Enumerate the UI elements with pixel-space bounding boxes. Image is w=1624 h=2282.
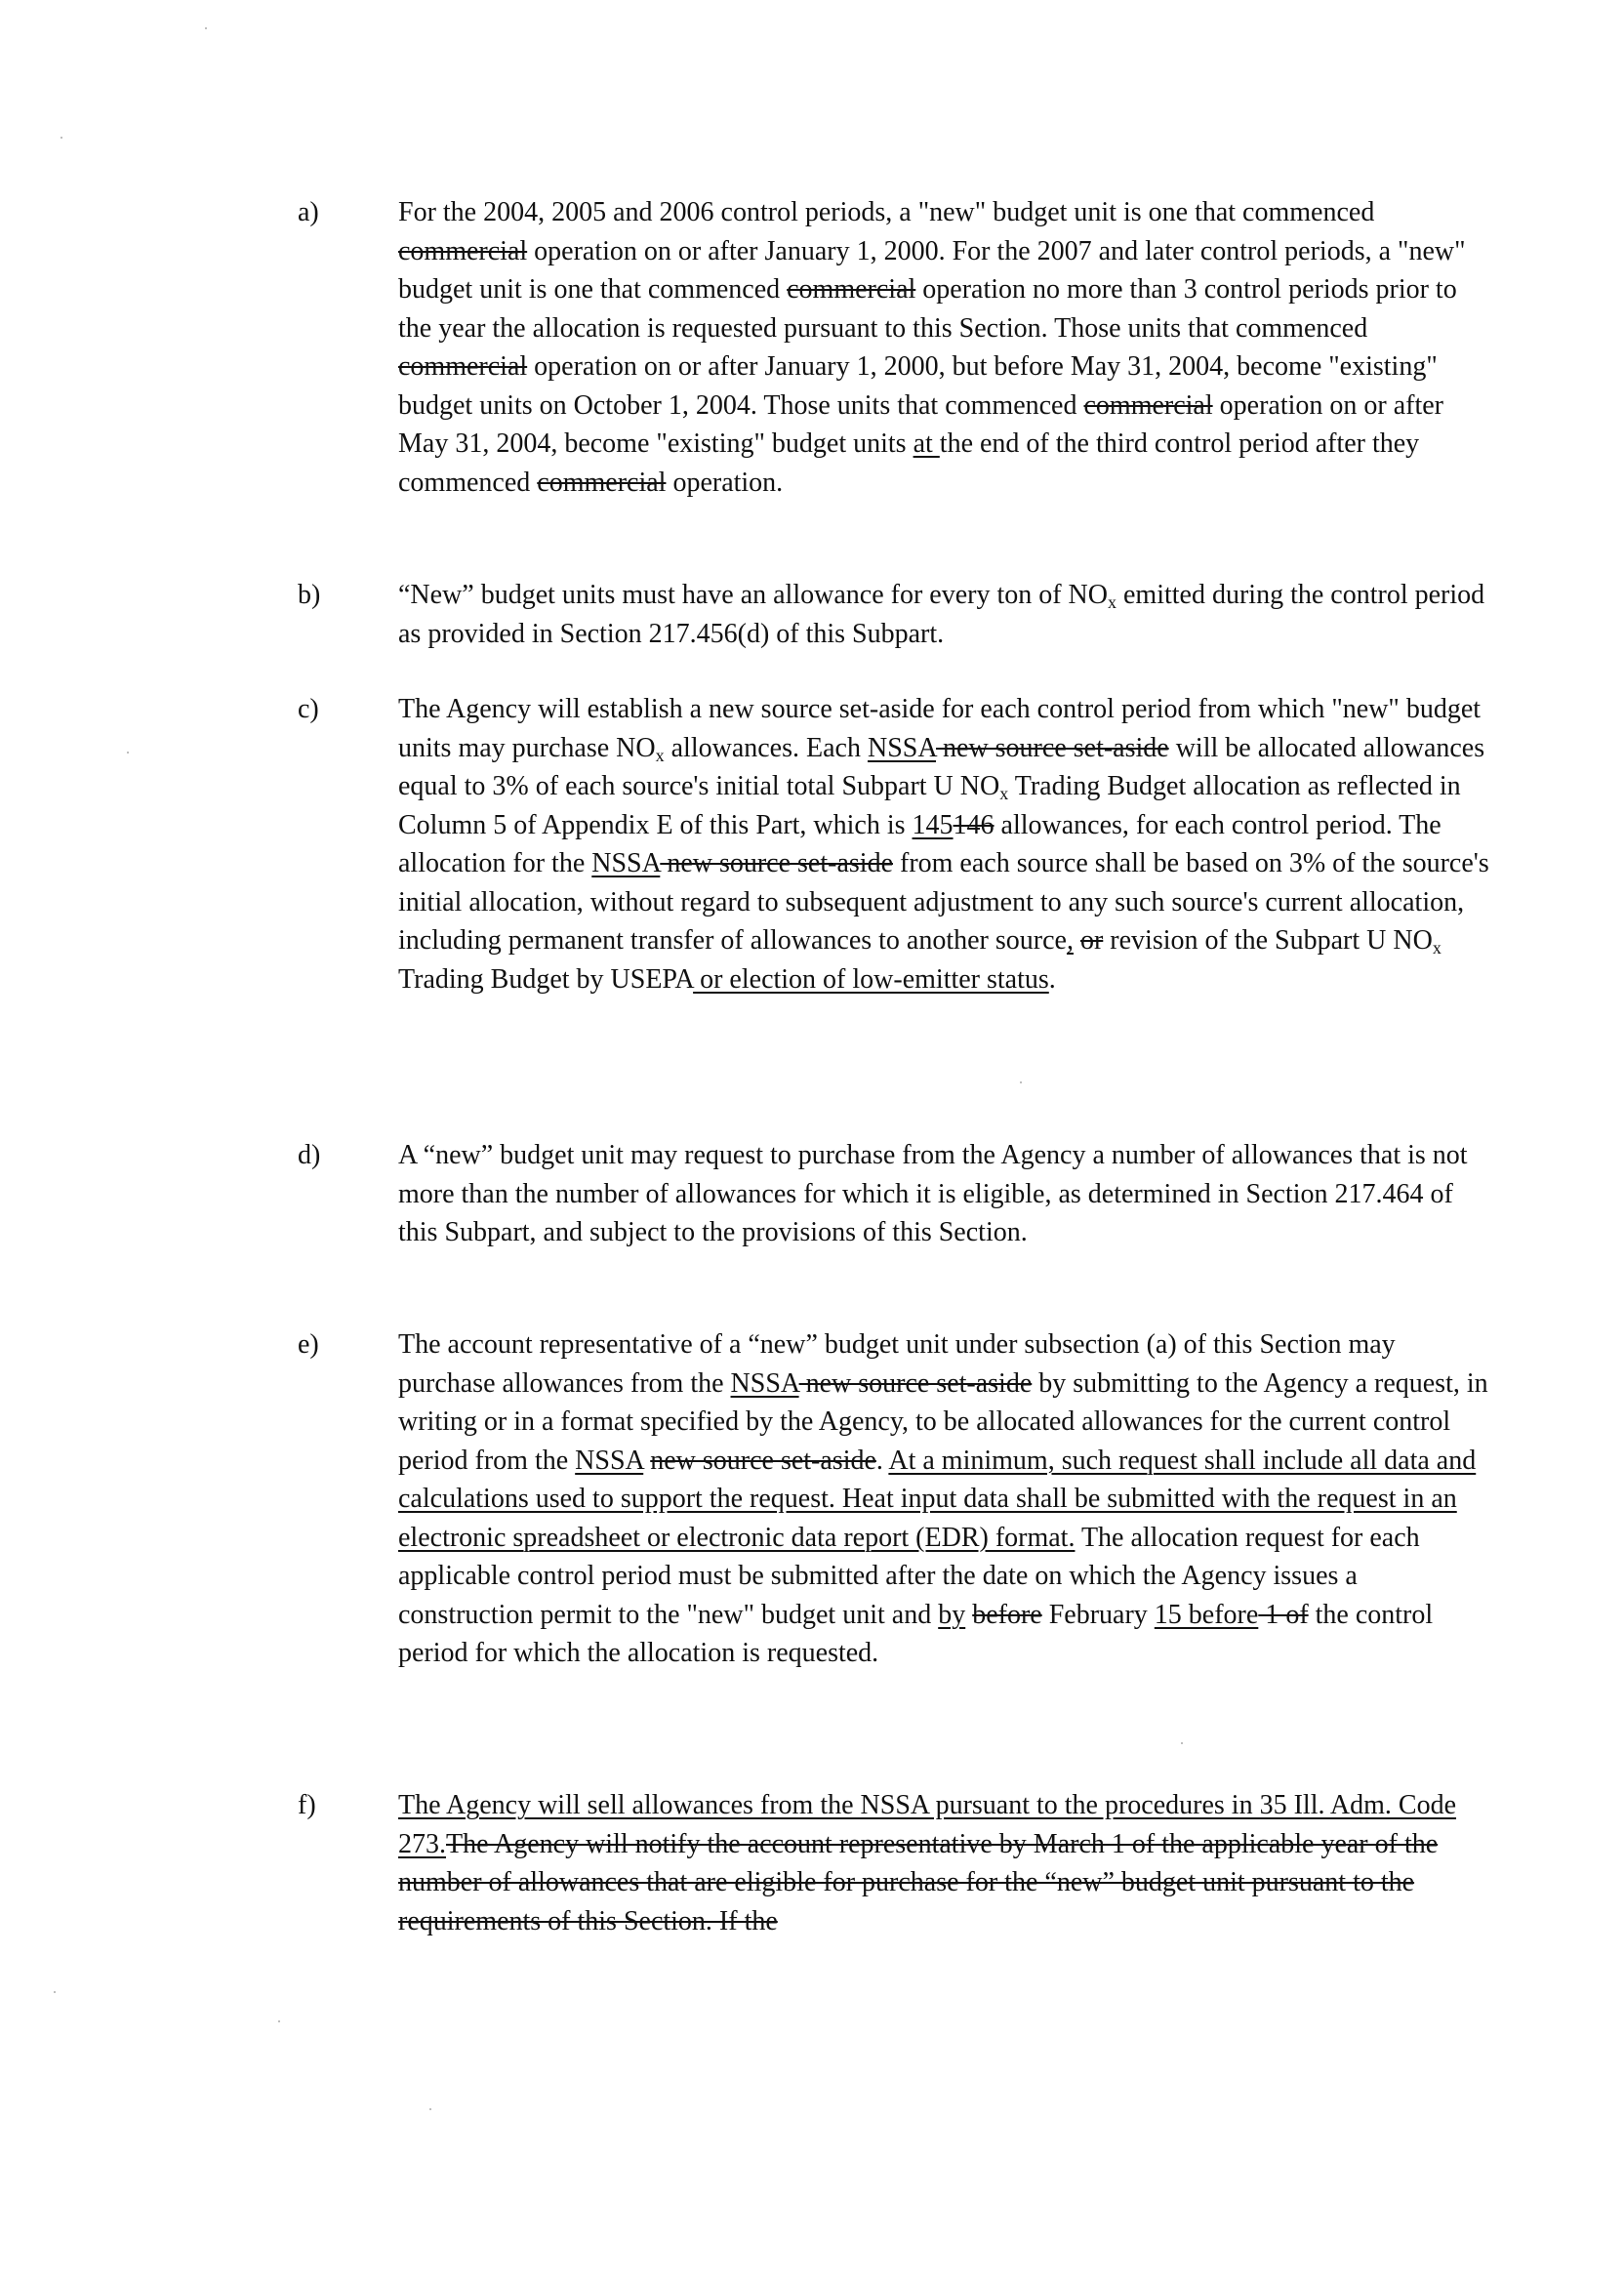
inserted-text: by bbox=[938, 1599, 966, 1630]
subsection-label: a) bbox=[298, 197, 319, 227]
subscript: x bbox=[1108, 592, 1116, 612]
scan-speck bbox=[61, 137, 62, 139]
deleted-text: or bbox=[1079, 925, 1104, 956]
subsection-text bbox=[398, 690, 1491, 998]
text-run: operation on or after May 31, 2004, become "existing" budget units bbox=[398, 389, 1443, 459]
deleted-text: 1 of bbox=[1258, 1599, 1309, 1630]
text-run: by submitting to the Agency a request, in writing or in a format specified by the Agency, to be allocated allowances for the current control period from the bbox=[398, 1367, 1488, 1476]
deleted-text: 146 bbox=[953, 809, 995, 840]
inserted-text: , bbox=[1066, 925, 1074, 956]
text-run: “New” budget units must have an allowance for every ton of NO bbox=[398, 580, 1108, 610]
inserted-text: NSSA bbox=[730, 1367, 799, 1399]
text-run: . bbox=[1048, 963, 1056, 995]
inserted-text: NSSA bbox=[591, 848, 661, 878]
text-run: emitted during the control period as provided in Section 217.456(d) of this Subpart. bbox=[398, 580, 1485, 649]
deleted-text: new source set-aside bbox=[798, 1367, 1033, 1399]
deleted-text: commercial bbox=[537, 467, 667, 498]
text-run: operation no more than 3 control periods prior to the year the allocation is requested pursuant to this Section. Those units that commenced bbox=[398, 274, 1457, 344]
subscript: x bbox=[655, 745, 665, 765]
deleted-text: The Agency will notify the account representative by March 1 of the applicable year of the number of allowances that are eligible for purchase for the “new” budget unit pursuant to the requirements of this Section. If the bbox=[398, 1828, 1439, 1936]
text-run: allowances. Each bbox=[664, 732, 868, 763]
subsection-text bbox=[398, 1325, 1491, 1673]
scan-speck bbox=[205, 27, 207, 29]
subsection-text bbox=[398, 1786, 1491, 1940]
inserted-text: NSSA bbox=[575, 1445, 644, 1476]
inserted-text: At a minimum, such request shall include all data and calculations used to support the request. Heat input data shall be submitted with the request in an electronic spreadsheet or electronic data report (EDR) format. bbox=[398, 1445, 1477, 1553]
text-run: February bbox=[1041, 1599, 1155, 1630]
deleted-text: commercial bbox=[398, 235, 528, 266]
subsection-label: d) bbox=[298, 1140, 321, 1170]
scan-speck bbox=[127, 752, 129, 754]
inserted-text: at bbox=[913, 428, 940, 459]
deleted-text: new source set-aside bbox=[936, 732, 1169, 763]
text-run: from each source shall be based on 3% of the source's initial allocation, without regard to subsequent adjustment to any such source's current allocation, including permanent transfer of allowances to another source bbox=[398, 848, 1489, 956]
subscript: x bbox=[999, 784, 1009, 803]
scan-speck bbox=[1181, 1742, 1183, 1744]
subsection-text bbox=[398, 1136, 1491, 1252]
inserted-text: 15 before bbox=[1154, 1599, 1259, 1630]
text-run: operation on or after January 1, 2000. For the 2007 and later control periods, a "new" budget unit is one that commenced bbox=[398, 235, 1466, 305]
text-run: The allocation request for each applicable control period must be submitted after the date on which the Agency issues a construction permit to the "new" budget unit and bbox=[398, 1522, 1420, 1630]
deleted-text: before bbox=[972, 1599, 1042, 1630]
text-run: The account representative of a “new” budget unit under subsection (a) of this Section may purchase allowances from the bbox=[398, 1329, 1396, 1399]
text-run: . bbox=[875, 1445, 889, 1476]
deleted-text: commercial bbox=[1083, 389, 1213, 421]
text-run: will be allocated allowances equal to 3% of each source's initial total Subpart U NO bbox=[398, 732, 1485, 801]
deleted-text: new source set-aside bbox=[650, 1445, 876, 1476]
subsection-label: f) bbox=[298, 1790, 316, 1820]
subsection-label: e) bbox=[298, 1329, 319, 1360]
text-run: Trading Budget allocation as reflected in Column 5 of Appendix E of this Part, which is bbox=[398, 771, 1461, 840]
subsection-label: c) bbox=[298, 694, 319, 724]
subscript: x bbox=[1432, 938, 1441, 958]
inserted-text: NSSA bbox=[867, 732, 937, 763]
text-run: operation on or after January 1, 2000, but before May 31, 2004, become "existing" budget units on October 1, 2004. Those units that commenced bbox=[398, 351, 1438, 421]
inserted-text: or election of low-emitter status bbox=[693, 963, 1049, 995]
scan-speck bbox=[278, 2020, 280, 2022]
subsection-text bbox=[398, 193, 1491, 502]
text-run: The Agency will establish a new source set-aside for each control period from which "new" budget units may purchase NO bbox=[398, 694, 1482, 763]
deleted-text: commercial bbox=[787, 274, 916, 305]
scan-speck bbox=[1020, 1081, 1022, 1083]
deleted-text: commercial bbox=[398, 351, 528, 382]
scan-speck bbox=[429, 2108, 431, 2110]
text-run: operation. bbox=[666, 467, 784, 498]
text-run: the end of the third control period after they commenced bbox=[398, 428, 1420, 498]
scan-speck bbox=[54, 1991, 56, 1993]
text-run: the control period for which the allocation is requested. bbox=[398, 1599, 1434, 1668]
deleted-text: new source set-aside bbox=[660, 848, 893, 878]
text-run: A “new” budget unit may request to purchase from the Agency a number of allowances that is not more than the number of allowances for which it is eligible, as determined in Section 217.464 of this Subpart, and subject to the provisions of this Section. bbox=[398, 1140, 1468, 1247]
text-run bbox=[1074, 925, 1080, 956]
text-run: allowances, for each control period. The allocation for the bbox=[398, 809, 1441, 878]
text-run: For the 2004, 2005 and 2006 control periods, a "new" budget unit is one that commenced bbox=[398, 197, 1375, 227]
inserted-text: The Agency will sell allowances from the NSSA pursuant to the procedures in 35 Ill. Adm. Code 273. bbox=[398, 1790, 1457, 1859]
subsection-label: b) bbox=[298, 580, 321, 610]
text-run: Trading Budget by USEPA bbox=[398, 963, 694, 995]
subsection-text bbox=[398, 576, 1491, 653]
inserted-text: 145 bbox=[912, 809, 954, 840]
text-run: revision of the Subpart U NO bbox=[1103, 925, 1433, 956]
